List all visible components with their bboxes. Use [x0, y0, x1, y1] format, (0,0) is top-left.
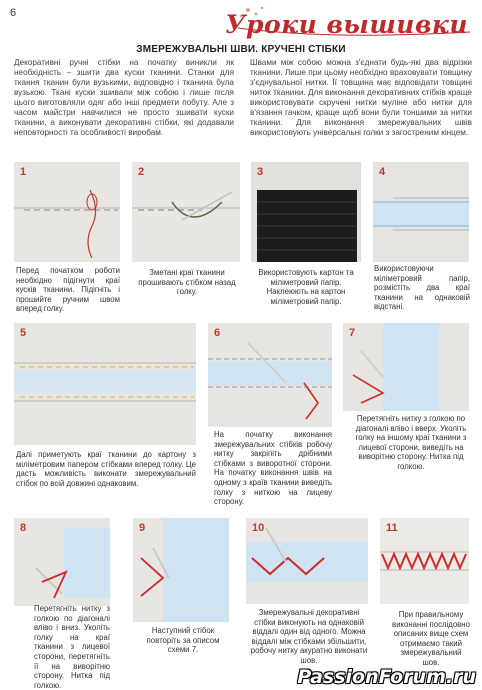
watermark: PassionForum.ru [297, 666, 476, 688]
step-caption-2: Зметані краї тканини прошивають стібком назад голку. [138, 268, 236, 297]
step-photo-8 [14, 518, 110, 606]
step-photo-11 [380, 518, 469, 604]
step-caption-7: Перетягніть нитку з голкою по діагоналі вліво і вверх. Уколіть голку на іншому краї тканини з лицевої сторони, виведіть на виворітню сторону. Нитка під голкою. [355, 414, 467, 471]
step-number: 1 [20, 166, 27, 178]
step-photo-4 [373, 162, 469, 262]
step-photo-3 [251, 162, 361, 262]
step-caption-4: Використовуючи міліметровий папір, розмістіть два краї тканини на однаковій відстані. [374, 264, 470, 312]
step-photo-9 [133, 518, 229, 622]
page-number: 6 [10, 7, 17, 19]
step-caption-3: Використовують картон та міліметровий папір. Наклеюють на картон міліметровий папір. [258, 268, 354, 306]
step-number: 7 [349, 327, 356, 339]
step-number: 2 [138, 166, 145, 178]
header [0, 0, 482, 42]
step-number: 6 [214, 327, 221, 339]
step-photo-6 [208, 323, 332, 427]
step-photo-5 [14, 323, 196, 445]
step-caption-9: Наступний стібок повторіть за описом схеми 7. [146, 626, 220, 655]
step-photo-10 [246, 518, 368, 604]
step-number: 4 [379, 166, 386, 178]
intro-left: Декоративні ручні стібки на початку виникли як необхідність – зшити два куски тканини. Станки для ткання тканин були вузькими, відповідно і тканина була вузькою. Ткані куски зшивали між собою і лише після цього виготовляли одяг або інші предмети побуту. Але з часом майстри навчилися не просто зшивати куски тканини, а виконувати декоративні стібки, які додавали неповторності та особливості виробам. [14, 58, 234, 137]
step-number: 10 [252, 522, 265, 534]
header-title: Уроки вышивки [225, 10, 468, 39]
step-number: 8 [20, 522, 27, 534]
step-number: 11 [386, 522, 398, 534]
step-caption-5: Далі приметують краї тканини до картону з міліметровим папером стібками вперед голку. Це дасть можливість виконати змережувальний стібок по всій довжині однаковим. [16, 450, 196, 488]
step-photo-2 [132, 162, 240, 262]
step-photo-7 [343, 323, 469, 411]
step-number: 9 [139, 522, 146, 534]
intro-right: Швами між собою можна з'єднати будь-які два відрізки тканини. Лише при цьому необхідно враховувати товщину з'єднувальної нитки. Її товщина має відповідати товщині ниток тканини. Для виконання декоративних стібків краще використовувати скручені нитки муліне або нитки для в'язання гачком, краще щоб вони були тоншими за нитки тканини. Для виконання змережувальних швів використовують універсальні голки з загостреним кінцем. [250, 58, 472, 137]
step-caption-1: Перед початком роботи необхідно підігнути краї кусків тканини. Підігніть і прошийте ручним швом вперед голку. [16, 266, 120, 314]
step-caption-8: Перетягніть нитку з голкою по діагоналі вліво і вниз. Уколіть голку на краї тканини з лицевої сторони, перетягніть її на виворітню сторону. Нитка під голкою. [34, 604, 110, 690]
article-title: ЗМЕРЕЖУВАЛЬНІ ШВИ. КРУЧЕНІ СТІБКИ [136, 44, 346, 55]
step-number: 3 [257, 166, 264, 178]
step-number: 5 [20, 327, 27, 339]
step-caption-10: Змережувальні декоративні стібки виконують на однаковій віддалі один від одного. Можна віддалі між стібками збільшити, робочу нитку акуратно виконати шов. [250, 608, 368, 665]
step-photo-1 [14, 162, 120, 262]
step-caption-11: При правильному виконанні послідовно описаних вище схем отримаємо такий змережувальний шов. [392, 610, 470, 667]
step-caption-6: На початку виконання змережувальних стібків робочу нитку закріпіть дрібними стібками з виворотної сторони. На початку виконання швів на одному з країв тканини виведіть голку з ниткою на лицеву сторону. [214, 430, 332, 507]
